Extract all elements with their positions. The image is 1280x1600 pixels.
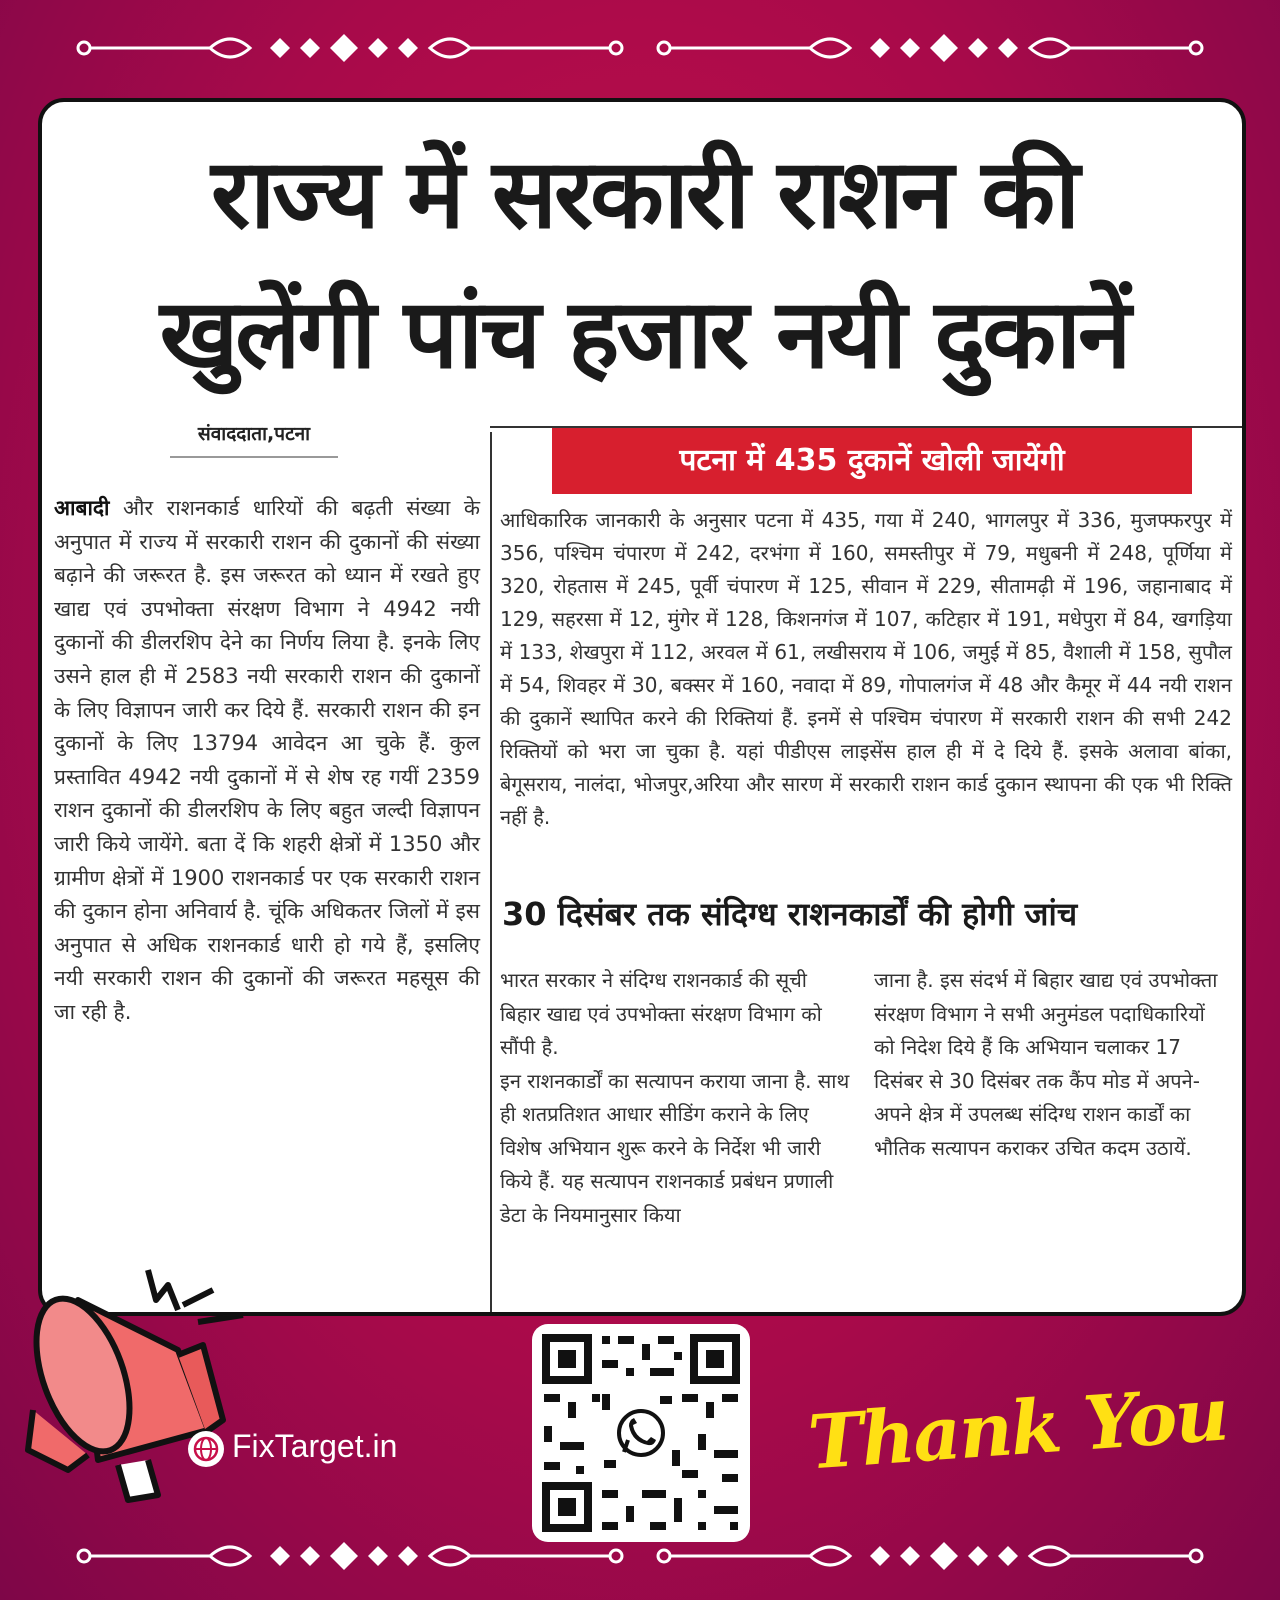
- left-column-article: [54, 492, 480, 1030]
- section-2-column-2: जाना है. इस संदर्भ में बिहार खाद्य एवं उपभोक्ता संरक्षण विभाग ने सभी अनुमंडल पदाधिकारियों को निदेश दिये हैं कि अभियान चलाकर 17 दिसंबर से 30 दिसंबर तक कैंप मोड में अपने-अपने क्षेत्र में उपलब्ध संदिग्ध राशन कार्डों का भौतिक सत्यापन कराकर उचित कदम उठायें.: [874, 968, 1218, 1160]
- section-1-title: पटना में 435 दुकानें खोली जायेंगी: [552, 428, 1192, 494]
- lead-word: आबादी: [54, 496, 110, 520]
- section-2-title: 30 दिसंबर तक संदिग्ध राशनकार्डों की होगी जांच: [502, 895, 1078, 933]
- news-clipping: [38, 98, 1246, 1316]
- decorative-divider-top: [70, 28, 1210, 68]
- headline-line-2: खुलेंगी पांच हजार नयी दुकानें: [159, 278, 1129, 390]
- decorative-divider-bottom: [70, 1536, 1210, 1576]
- thank-you-text: Thank You: [805, 1371, 1230, 1487]
- column-divider: [490, 432, 492, 1312]
- section-2-column-1: भारत सरकार ने संदिग्ध राशनकार्ड की सूची बिहार खाद्य एवं उपभोक्ता संरक्षण विभाग को सौंपी है. इन राशनकार्डों का सत्यापन कराया जाना है. साथ ही शतप्रतिशत आधार सीडिंग कराने के लिए विशेष अभियान शुरू करने के निर्देश भी जारी किये हैं. यह सत्यापन राशनकार्ड प्रबंधन प्रणाली डेटा के नियमानुसार किया: [500, 968, 850, 1227]
- headline: [56, 124, 1232, 404]
- qr-pattern: [532, 1324, 750, 1542]
- website-label: FixTarget.in: [232, 1428, 398, 1464]
- megaphone-icon: [8, 1260, 258, 1510]
- website-link[interactable]: [188, 1428, 397, 1467]
- qr-code[interactable]: [532, 1324, 750, 1542]
- section-1-text: आधिकारिक जानकारी के अनुसार पटना में 435, गया में 240, भागलपुर में 336, मुजफ्फरपुर में 356, पश्चिम चंपारण में 242, दरभंगा में 160, समस्तीपुर में 79, मधुबनी में 248, पूर्णिया में 320, रोहतास में 245, पूर्वी चंपारण में 125, सीवान में 229, सीतामढ़ी में 196, जहानाबाद में 129, सहरसा में 12, मुंगेर में 128, किशनगंज में 107, कटिहार में 191, मधेपुरा में 84, खगड़िया में 133, शेखपुरा में 112, अरवल में 61, लखीसराय में 106, जमुई में 85, वैशाली में 158, सुपौल में 54, शिवहर में 30, बक्सर में 160, नवादा में 89, गोपालगंज में 48 और कैमूर में 44 नयी राशन की दुकानें स्थापित करने की रिक्तियां हैं. इनमें से पश्चिम चंपारण में सरकारी राशन की सभी 242 रिक्तियों को भरा जा चुका है. यहां पीडीएस लाइसेंस हाल ही में दे दिये हैं. इसके अलावा बांका, बेगूसराय, नालंदा, भोजपुर,अरिया और सारण में सरकारी राशन कार्ड दुकान स्थापना की एक भी रिक्ति नहीं है.: [500, 508, 1232, 829]
- left-column-text: और राशनकार्ड धारियों की बढ़ती संख्या के अनुपात में राज्य में सरकारी राशन की दुकानों की संख्या बढ़ाने की जरूरत है. इस जरूरत को ध्यान में रखते हुए खाद्य एवं उपभोक्ता संरक्षण विभाग ने 4942 नयी दुकानों की डीलरशिप देने का निर्णय लिया है. इनके लिए उसने हाल ही में 2583 नयी सरकारी राशन की दुकानों के लिए विज्ञापन जारी कर दिये हैं. सरकारी राशन की इन दुकानों के लिए 13794 आवेदन आ चुके हैं. कुल प्रस्तावित 4942 नयी दुकानों में से शेष रह गयीं 2359 राशन दुकानों की डीलरशिप के लिए बहुत जल्दी विज्ञापन जारी किये जायेंगे. बता दें कि शहरी क्षेत्रों में 1350 और ग्रामीण क्षेत्रों में 1900 राशनकार्ड पर एक सरकारी राशन की दुकान होना अनिवार्य है. चूंकि अधिकतर जिलों में इस अनुपात से अधिक राशनकार्ड धारी हो गये हैं, इसलिए नयी सरकारी राशन की दुकानों की जरूरत महसूस की जा रही है.: [54, 496, 480, 1024]
- byline: संवाददाता,पटना: [170, 420, 338, 458]
- headline-line-1: राज्य में सरकारी राशन की: [211, 138, 1077, 250]
- globe-icon: [188, 1431, 224, 1467]
